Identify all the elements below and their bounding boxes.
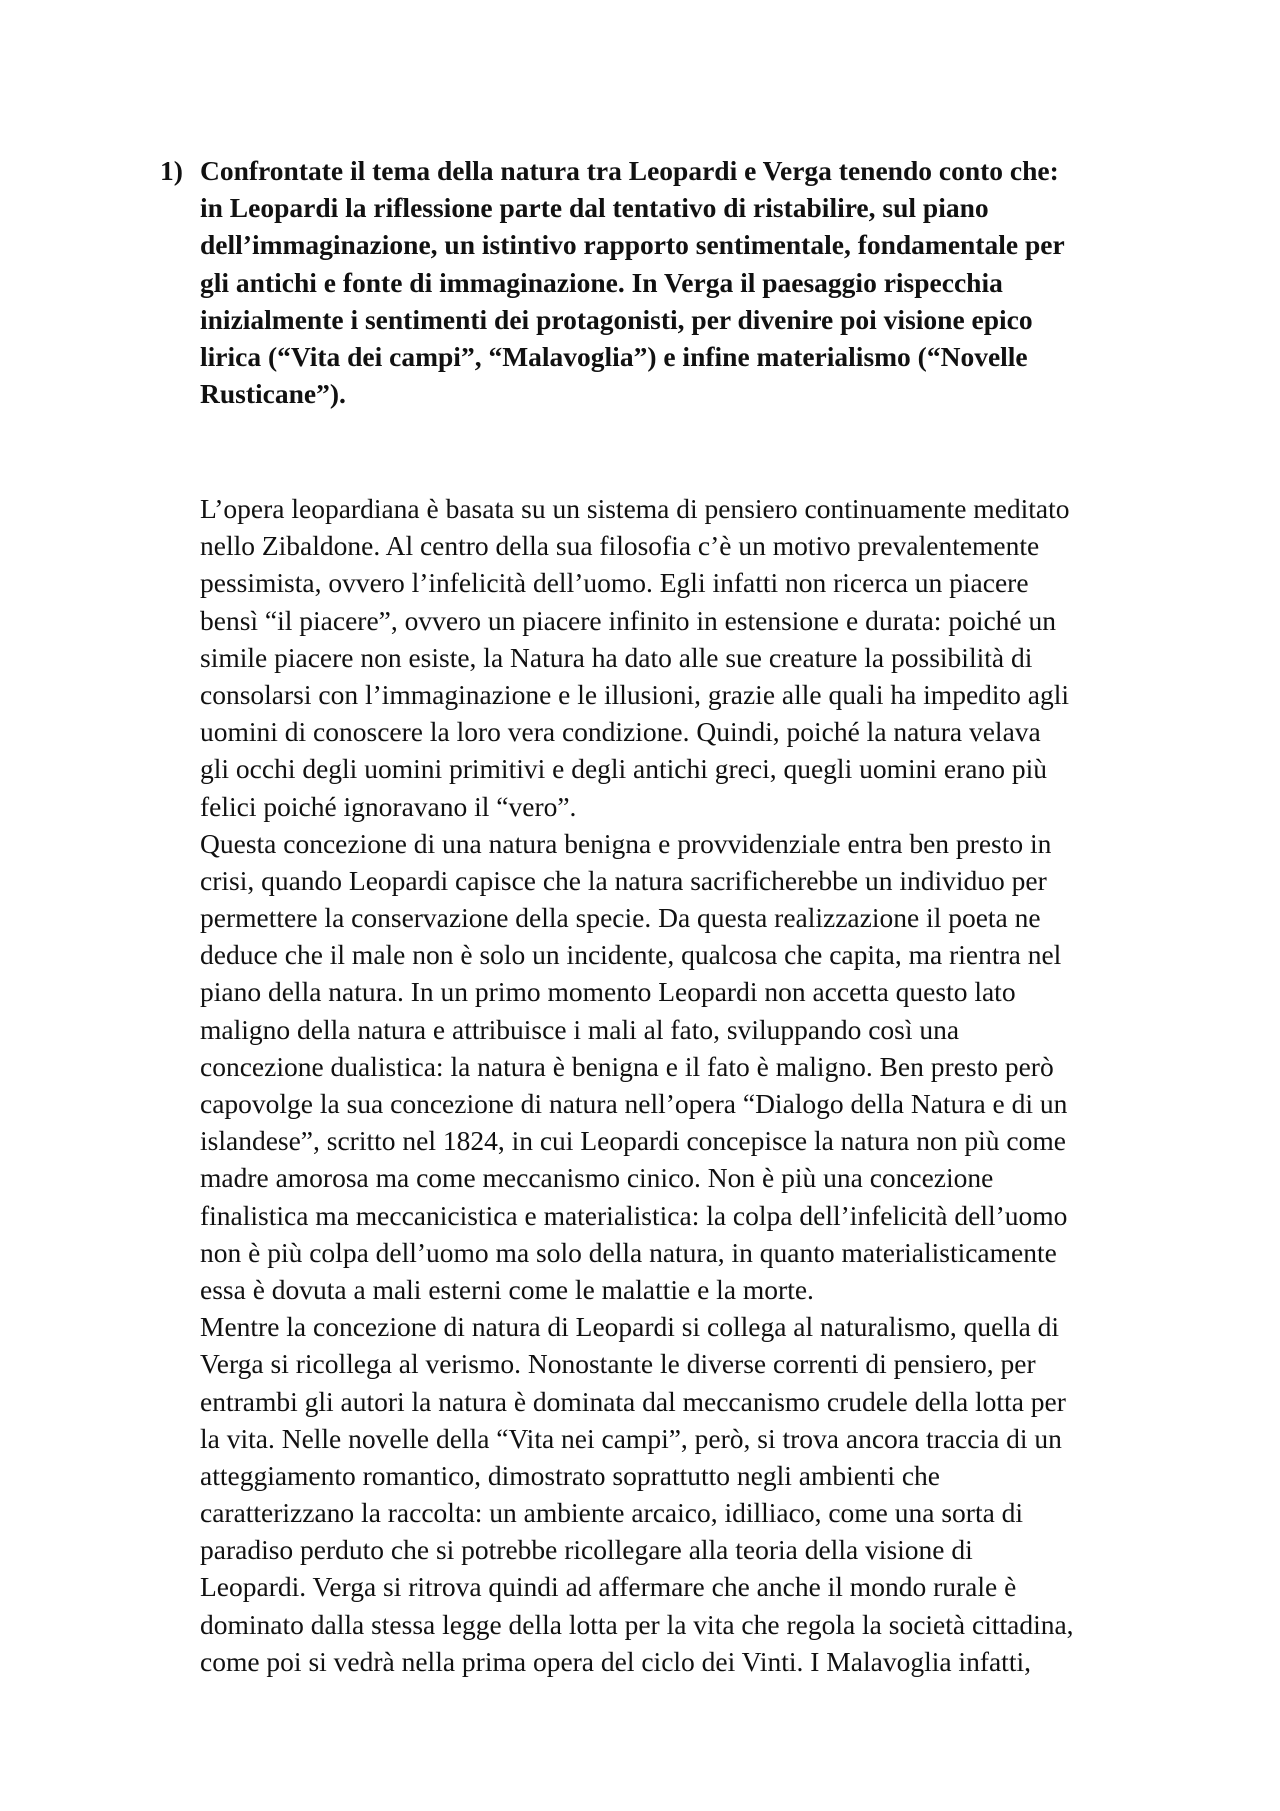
essay-line: madre amorosa ma come meccanismo cinico. Non è più una concezione — [200, 1162, 994, 1194]
essay-line: Leopardi. Verga si ritrova quindi ad affermare che anche il mondo rurale è — [200, 1571, 1017, 1603]
question-line: gli antichi e fonte di immaginazione. In Verga il paesaggio rispecchia — [200, 266, 1003, 298]
essay-line: pessimista, ovvero l’infelicità dell’uomo. Egli infatti non ricerca un piacere — [200, 567, 1029, 599]
essay-line: deduce che il male non è solo un incidente, qualcosa che capita, ma rientra nel — [200, 939, 1062, 971]
essay-line: maligno della natura e attribuisce i mali al fato, sviluppando così una — [200, 1013, 960, 1045]
question-line: in Leopardi la riflessione parte dal tentativo di ristabilire, sul piano — [200, 192, 989, 224]
essay-line: concezione dualistica: la natura è benigna e il fato è maligno. Ben presto però — [200, 1050, 1054, 1082]
essay-line: L’opera leopardiana è basata su un sistema di pensiero continuamente meditato — [200, 493, 1070, 524]
essay-line: simile piacere non esiste, la Natura ha dato alle sue creature la possibilità di — [200, 641, 1033, 673]
essay-line: capovolge la sua concezione di natura nell’opera “Dialogo della Natura e di un — [200, 1088, 1068, 1119]
essay-line: felici poiché ignoravano il “vero”. — [200, 790, 577, 822]
essay-line: caratterizzano la raccolta: un ambiente arcaico, idilliaco, come una sorta di — [200, 1497, 1024, 1529]
essay-line: la vita. Nelle novelle della “Vita nei campi”, però, si trova ancora traccia di un — [200, 1422, 1062, 1454]
essay-line: dominato dalla stessa legge della lotta per la vita che regola la società cittadina, — [200, 1608, 1074, 1640]
essay-line: Verga si ricollega al verismo. Nonostante le diverse correnti di pensiero, per — [200, 1348, 1036, 1380]
essay-line: entrambi gli autori la natura è dominata dal meccanismo crudele della lotta per — [200, 1385, 1066, 1417]
essay-line: non è più colpa dell’uomo ma solo della natura, in quanto materialisticamente — [200, 1236, 1057, 1268]
question-line: inizialmente i sentimenti dei protagonisti, per divenire poi visione epico — [200, 303, 1033, 335]
question-line: dell’immaginazione, un istintivo rapporto sentimentale, fondamentale per — [200, 229, 1065, 261]
question-line: lirica (“Vita dei campi”, “Malavoglia”) e infine materialismo (“Novelle — [200, 340, 1028, 372]
essay-line: islandese”, scritto nel 1824, in cui Leopardi concepisce la natura non più come — [200, 1125, 1066, 1157]
essay-line: nello Zibaldone. Al centro della sua filosofia c’è un motivo prevalentemente — [200, 530, 1040, 562]
essay-line: come poi si vedrà nella prima opera del ciclo dei Vinti. I Malavoglia infatti, — [200, 1645, 1031, 1677]
essay-line: finalistica ma meccanicistica e materialistica: la colpa dell’infelicità dell’uomo — [200, 1199, 1068, 1231]
question-line: Confrontate il tema della natura tra Leopardi e Verga tenendo conto che: — [200, 155, 1059, 186]
essay-line: gli occhi degli uomini primitivi e degli antichi greci, quegli uomini erano più — [200, 753, 1047, 785]
essay-line: piano della natura. In un primo momento Leopardi non accetta questo lato — [200, 976, 1016, 1008]
essay-line: paradiso perduto che si potrebbe ricollegare alla teoria della visione di — [200, 1534, 973, 1566]
essay-line: essa è dovuta a mali esterni come le malattie e la morte. — [200, 1273, 814, 1305]
essay-line: bensì “il piacere”, ovvero un piacere infinito in estensione e durata: poiché un — [200, 604, 1056, 636]
essay-line: uomini di conoscere la loro vera condizione. Quindi, poiché la natura velava — [200, 716, 1041, 748]
essay-line: atteggiamento romantico, dimostrato soprattutto negli ambienti che — [200, 1459, 941, 1491]
question-block — [160, 152, 1160, 412]
essay-line: crisi, quando Leopardi capisce che la natura sacrificherebbe un individuo per — [200, 864, 1047, 896]
question-line: Rusticane”). — [200, 378, 346, 410]
essay-line: consolarsi con l’immaginazione e le illusioni, grazie alle quali ha impedito agli — [200, 678, 1070, 710]
question-text — [200, 152, 1160, 412]
question-number: 1) — [160, 155, 183, 186]
essay-body — [200, 490, 1200, 1680]
essay-line: Mentre la concezione di natura di Leopardi si collega al naturalismo, quella di — [200, 1311, 1060, 1343]
essay-line: permettere la conservazione della specie. Da questa realizzazione il poeta ne — [200, 902, 1041, 934]
essay-line: Questa concezione di una natura benigna e provvidenziale entra ben presto in — [200, 827, 1052, 859]
